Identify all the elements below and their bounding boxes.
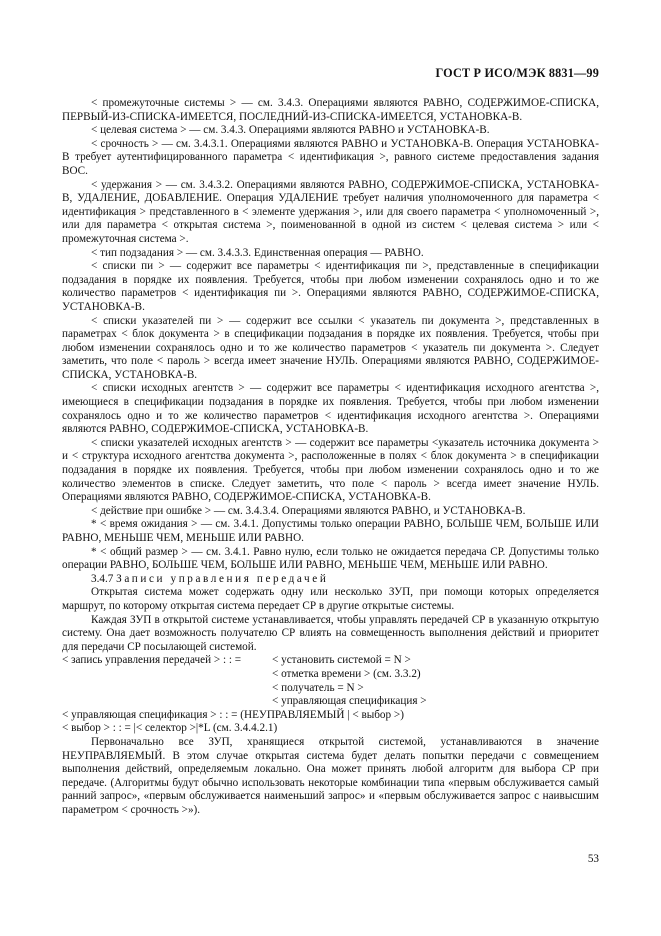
paragraph: < списки исходных агентств > — содержит все параметры < идентификация исходного агентства >, имеющиеся в спецификации подзадания в порядке их появления. Требуется, чтобы при любом изменении сохранялось одно и то же количество параметров < идентификация исходного агентства >. Операциями являются РАВНО, СОДЕРЖИМОЕ-СПИСКА, УСТАНОВКА-В. [62, 382, 599, 436]
paragraph: < промежуточные системы > — см. 3.4.3. Операциями являются РАВНО, СОДЕРЖИМОЕ-СПИСКА, ПЕРВЫЙ-ИЗ-СПИСКА-ИМЕЕТСЯ, ПОСЛЕДНИЙ-ИЗ-СПИСКА-ИМЕЕТСЯ, УСТАНОВКА-В. [62, 97, 599, 123]
page-body [62, 97, 599, 817]
paragraph: Открытая система может содержать одну или несколько ЗУП, при помощи которых определяется маршрут, по которому открытая система передает СР в другие открытые системы. [62, 586, 599, 612]
bnf-rule: < выбор > : : = |< селектор >|*L (см. 3.4.4.2.1) [62, 722, 278, 735]
bnf-rule-rhs: < установить системой = N > [272, 654, 411, 667]
paragraph: < действие при ошибке > — см. 3.4.3.4. Операциями являются РАВНО, и УСТАНОВКА-В. [91, 504, 526, 517]
paragraph: < целевая система > — см. 3.4.3. Операциями являются РАВНО и УСТАНОВКА-В. [91, 124, 490, 137]
page-header: ГОСТ Р ИСО/МЭК 8831—99 [435, 66, 599, 80]
bnf-rule-lhs: < запись управления передачей > : : = [62, 654, 242, 667]
paragraph: * < время ожидания > — см. 3.4.1. Допустимы только операции РАВНО, БОЛЬШЕ ЧЕМ, БОЛЬШЕ ИЛИ РАВНО, МЕНЬШЕ ЧЕМ, МЕНЬШЕ ИЛИ РАВНО. [62, 518, 599, 544]
section-number: 3.4.7 [91, 572, 114, 585]
paragraph: < списки пи > — содержит все параметры < идентификация пи >, представленные в спецификации подзадания в порядке их появления. Требуется, чтобы при любом изменении сохранялось одно и то же количество параметров < идентификация пи >. Операциями являются РАВНО, СОДЕРЖИМОЕ-СПИСКА, УСТАНОВКА-В. [62, 260, 599, 313]
bnf-rule: < управляющая спецификация > : : = (НЕУПРАВЛЯЕМЫЙ | < выбор >) [62, 708, 404, 721]
paragraph: < списки указателей пи > — содержит все ссылки < указатель пи документа >, представленных в параметрах < блок документа > в спецификации подзадания в порядке их появления. Требуется, чтобы при любом изменении сохранялось одно и то же количество параметров < указатель пи документа >. Следует заметить, что поле < пароль > всегда имеет значение НУЛЬ. Операциями являются РАВНО, СОДЕРЖИМОЕ-СПИСКА, УСТАНОВКА-В. [62, 314, 599, 381]
bnf-rule-rhs: < управляющая спецификация > [272, 695, 427, 708]
bnf-rule-rhs: < отметка времени > (см. 3.3.2) [272, 667, 421, 680]
paragraph: Каждая ЗУП в открытой системе устанавливается, чтобы управлять передачей СР в указанную открытую систему. Она дает возможность получателю СР влиять на совмещенность выполнения действий и приоритет для передачи СР посылающей системой. [62, 613, 599, 653]
paragraph: * < общий размер > — см. 3.4.1. Равно нулю, если только не ожидается передача СР. Допустимы только операции РАВНО, БОЛЬШЕ ЧЕМ, БОЛЬШЕ ИЛИ РАВНО, МЕНЬШЕ ЧЕМ, МЕНЬШЕ ИЛИ РАВНО. [62, 545, 599, 572]
paragraph: < тип подзадания > — см. 3.4.3.3. Единственная операция — РАВНО. [91, 246, 424, 259]
page-number: 53 [587, 853, 599, 865]
paragraph: Первоначально все ЗУП, хранящиеся открытой системой, устанавливаются в значение НЕУПРАВЛЯЕМЫЙ. В этом случае открытая система будет делать попытки передачи с совмещением выполнения действий, определяемым локально. Она может принять любой алгоритм для выбора СР при передаче. (Алгоритмы будут обычно использовать некоторые комбинации типа «первым обслуживается самый ранний запрос», «первым обслуживается наименьший запрос» и «первым обслуживается запрос с наивысшим параметром < срочность >»). [62, 735, 599, 816]
bnf-rule-rhs: < получатель = N > [272, 681, 364, 694]
paragraph: < удержания > — см. 3.4.3.2. Операциями являются РАВНО, СОДЕРЖИМОЕ-СПИСКА, УСТАНОВКА-В, УДАЛЕНИЕ, ДОБАВЛЕНИЕ. Операция УДАЛЕНИЕ требует наличия уполномоченного для параметра < идентификация > представленного в < элементе удержания >, или для своего параметра < уполномоченный >, или для параметра < открытая система >, поименованной в одной из систем < целевая система > или < промежуточная система >. [62, 178, 599, 245]
paragraph: < срочность > — см. 3.4.3.1. Операциями являются РАВНО и УСТАНОВКА-В. Операция УСТАНОВКА-В требует аутентифицированного параметра < идентификация >, равного системе предоставления задания ВОС. [62, 137, 599, 177]
section-title: Записи управления передачей [116, 572, 329, 585]
bnf-grammar [62, 654, 599, 736]
section-heading [62, 573, 599, 587]
paragraph: < списки указателей исходных агентств > — содержит все параметры <указатель источника документа > и < структура исходного агентства документа >, расположенные в полях < блок документа > в спецификации подзадания в порядке их появления. Требуется, чтобы при любом изменении сохранялось одно и то же количество элементов в списке. Следует заметить, что поле < пароль > всегда имеет значение НУЛЬ. Операциями являются РАВНО, СОДЕРЖИМОЕ-СПИСКА, УСТАНОВКА-В. [62, 436, 599, 504]
